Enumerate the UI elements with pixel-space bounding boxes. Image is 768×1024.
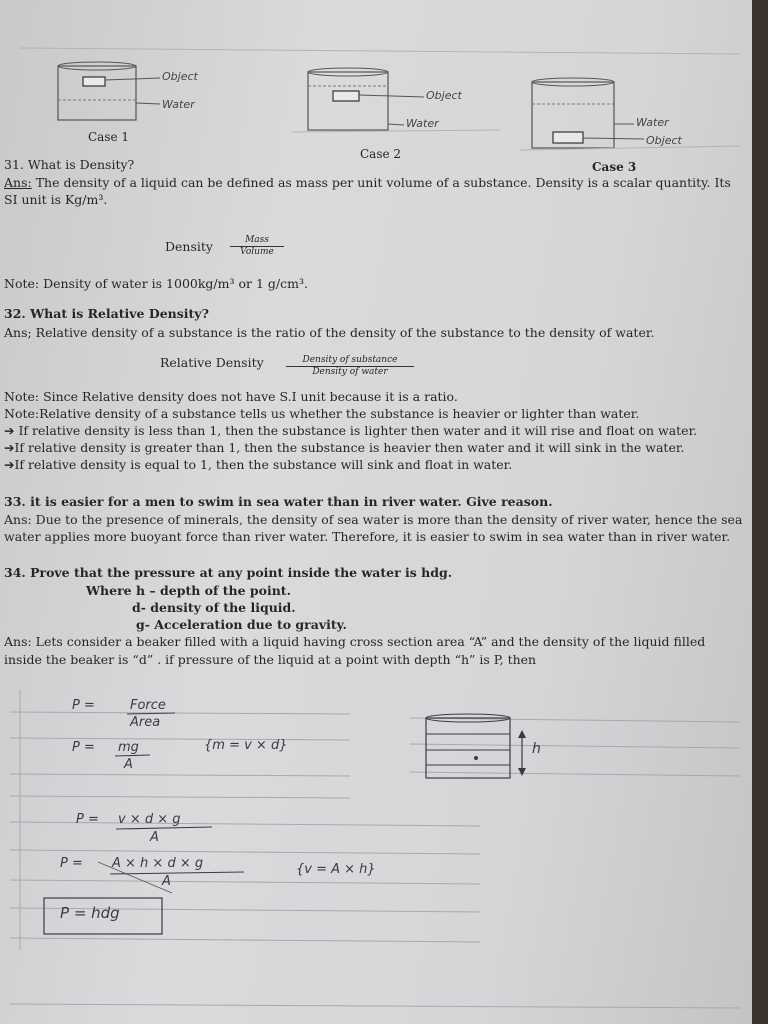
relative-density-fraction — [286, 355, 414, 378]
q31-answer — [4, 175, 731, 190]
hw-line3-denominator: A — [150, 830, 159, 845]
hw-line1-numerator: Force — [130, 698, 166, 713]
case3-beaker-diagram — [520, 78, 740, 150]
q34-where-d: d- density of the liquid. — [132, 600, 296, 615]
density-formula-numerator: Mass — [230, 235, 284, 247]
hw-line4-lhs: P = — [60, 856, 83, 871]
case1-beaker-diagram — [58, 62, 160, 120]
q31-answer-line2: SI unit is Kg/m³. — [4, 192, 108, 207]
q32-question: 32. What is Relative Density? — [4, 306, 209, 321]
relative-density-numerator: Density of substance — [286, 355, 414, 367]
hw-line2-lhs: P = — [72, 740, 95, 755]
case1-caption: Case 1 — [88, 130, 130, 144]
q33-answer-line2: water applies more buoyant force than river water. Therefore, it is easier to swim in sea water than in river water. — [4, 529, 731, 544]
q31-question: 31. What is Density? — [4, 157, 135, 172]
case1-water-label: Water — [162, 98, 195, 111]
q32-answer: Ans; Relative density of a substance is the ratio of the density of the substance to the density of water. — [4, 325, 655, 340]
hw-line2-numerator: mg — [118, 740, 139, 755]
q32-bullet-2: ➔If relative density is greater than 1, then the substance is heavier then water and it will sink in the water. — [4, 440, 685, 455]
q32-note1: Note: Since Relative density does not have S.I unit because it is a ratio. — [4, 389, 458, 404]
page-edge-shadow — [752, 0, 768, 1024]
hw-line2-denominator: A — [124, 757, 133, 772]
q32-bullet-3: ➔If relative density is equal to 1, then the substance will sink and float in water. — [4, 457, 513, 472]
relative-density-label: Relative Density — [160, 355, 264, 370]
beaker-depth-label: h — [532, 741, 541, 757]
hw-line4-note: {v = A × h} — [296, 862, 376, 877]
case2-object-label: Object — [426, 89, 462, 102]
relative-density-denominator: Density of water — [312, 367, 388, 377]
hw-line3-lhs: P = — [76, 812, 99, 827]
q34-question: 34. Prove that the pressure at any point inside the water is hdg. — [4, 565, 453, 580]
density-formula-denominator: Volume — [240, 247, 274, 257]
q34-answer-line1: Ans: Lets consider a beaker filled with a liquid having cross section area “A” and the density of the liquid filled — [4, 634, 706, 649]
hw-line1-lhs: P = — [72, 698, 95, 713]
hw-line3-numerator: v × d × g — [118, 812, 181, 827]
case3-object-label: Object — [646, 134, 682, 147]
q32-note2: Note:Relative density of a substance tells us whether the substance is heavier or lighter than water. — [4, 406, 640, 421]
hw-final-result: P = hdg — [60, 904, 120, 922]
case2-caption: Case 2 — [360, 147, 402, 161]
q34-where-h: Where h – depth of the point. — [86, 583, 291, 598]
q31-note: Note: Density of water is 1000kg/m³ or 1 g/cm³. — [4, 276, 308, 291]
hw-line2-note: {m = v × d} — [204, 738, 288, 753]
hw-line1-denominator: Area — [130, 715, 161, 730]
case3-caption: Case 3 — [592, 160, 637, 174]
case2-beaker-diagram — [292, 68, 500, 132]
q33-answer-line1: Ans: Due to the presence of minerals, the density of sea water is more than the density of river water, hence the sea — [4, 512, 743, 527]
case1-object-label: Object — [162, 70, 198, 83]
q34-answer-line2: inside the beaker is “d” . if pressure of the liquid at a point with depth “h” is P, then — [4, 652, 537, 667]
q34-where-g: g- Acceleration due to gravity. — [136, 617, 347, 632]
q31-answer-text: The density of a liquid can be defined as mass per unit volume of a substance. Density is a scalar quantity. Its — [31, 175, 731, 190]
pressure-beaker-diagram — [426, 714, 526, 778]
hw-line4-denominator: A — [162, 874, 171, 889]
q32-bullet-1: ➔ If relative density is less than 1, then the substance is lighter then water and it will rise and float on water. — [4, 423, 698, 438]
case2-water-label: Water — [406, 117, 439, 130]
density-formula-fraction — [230, 235, 284, 258]
density-formula-label: Density — [165, 239, 213, 254]
ans-label: Ans: — [4, 175, 32, 190]
case3-water-label: Water — [636, 116, 669, 129]
ruled-lines — [10, 690, 740, 1008]
hw-line4-numerator: A × h × d × g — [112, 856, 204, 871]
q33-question: 33. it is easier for a men to swim in sea water than in river water. Give reason. — [4, 494, 553, 509]
